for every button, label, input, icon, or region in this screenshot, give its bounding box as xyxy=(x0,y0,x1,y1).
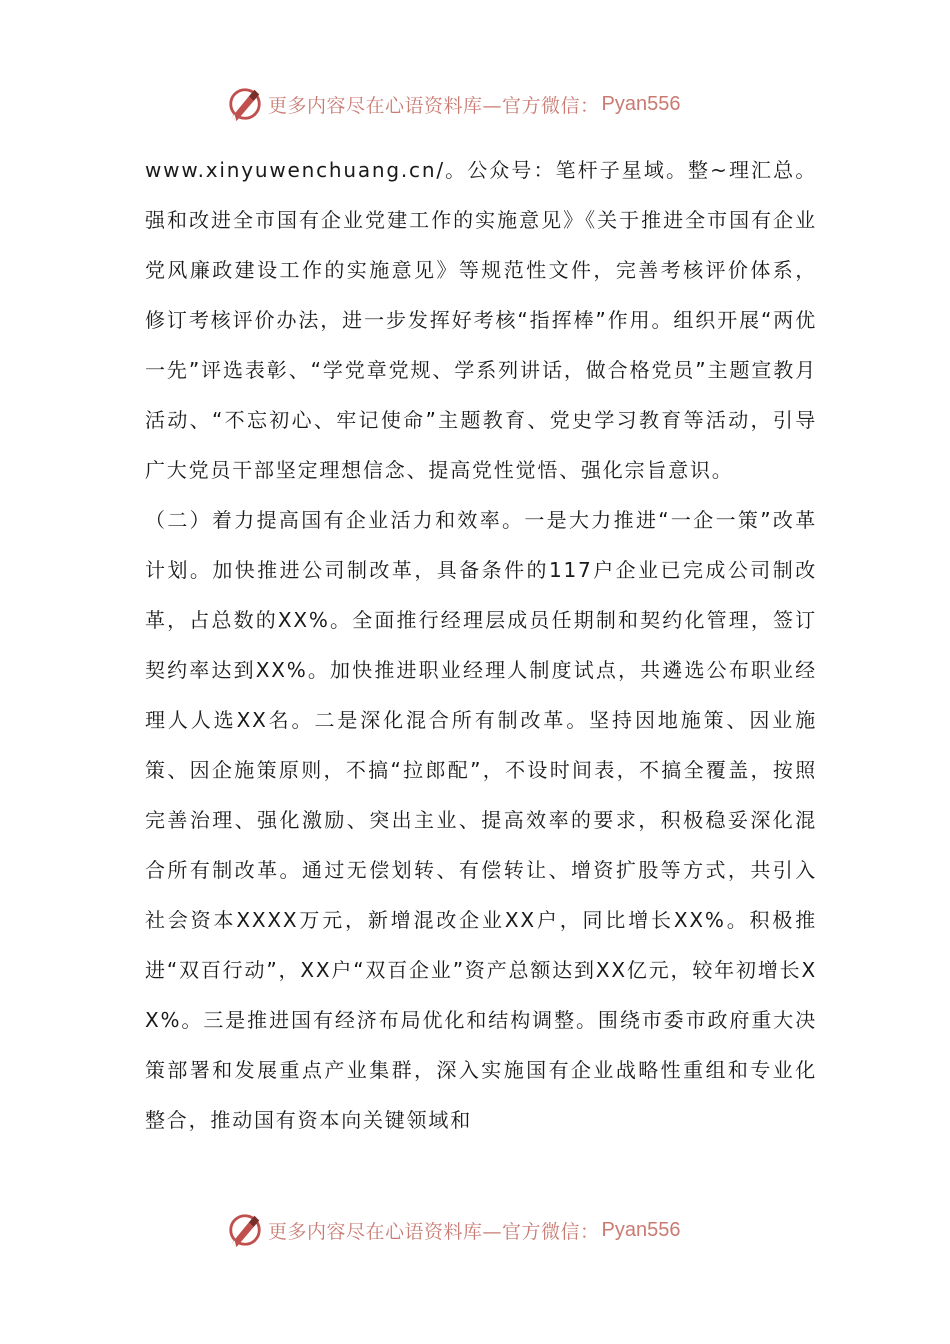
paragraph-2: （二）着力提高国有企业活力和效率。一是大力推进“一企一策”改革计划。加快推进公司制改革，具备条件的117户企业已完成公司制改革，占总数的XX%。全面推行经理层成员任期制和契约化管理，签订契约率达到XX%。加快推进职业经理人制度试点，共遴选公布职业经理人人选XX名。二是深化混合所有制改革。坚持因地施策、因业施策、因企施策原则，不搞“拉郎配”，不设时间表，不搞全覆盖，按照完善治理、强化激励、突出主业、提高效率的要求，积极稳妥深化混合所有制改革。通过无偿划转、有偿转让、增资扩股等方式，共引入社会资本XXXX万元，新增混改企业XX户，同比增长XX%。积极推进“双百行动”，XX户“双百企业”资产总额达到XX亿元，较年初增长XX%。三是推进国有经济布局优化和结构调整。围绕市委市政府重大决策部署和发展重点产业集群，深入实施国有企业战略性重组和专业化整合，推动国有资本向关键领域和 xyxy=(145,508,817,1132)
paragraph-1: www.xinyuwenchuang.cn/。公众号：笔杆子星域。整~理汇总。强和改进全市国有企业党建工作的实施意见》《关于推进全市国有企业党风廉政建设工作的实施意见》等规范性文件，完善考核评价体系，修订考核评价办法，进一步发挥好考核“指挥棒”作用。组织开展“两优一先”评选表彰、“学党章党规、学系列讲话，做合格党员”主题宣教月活动、“不忘初心、牢记使命”主题教育、党史学习教育等活动，引导广大党员干部坚定理想信念、提高党性觉悟、强化宗旨意识。 xyxy=(145,158,817,482)
header-banner-text: 更多内容尽在心语资料库—官方微信： xyxy=(268,94,600,117)
footer-banner xyxy=(226,1210,680,1250)
header-wechat-id: Pyan556 xyxy=(601,92,681,115)
document-body xyxy=(145,145,817,1145)
footer-banner-text: 更多内容尽在心语资料库—官方微信： xyxy=(268,1220,600,1243)
header-banner xyxy=(226,84,680,124)
footer-wechat-id: Pyan556 xyxy=(601,1218,681,1241)
pen-logo-icon xyxy=(226,85,264,123)
pen-logo-icon xyxy=(226,1211,264,1249)
